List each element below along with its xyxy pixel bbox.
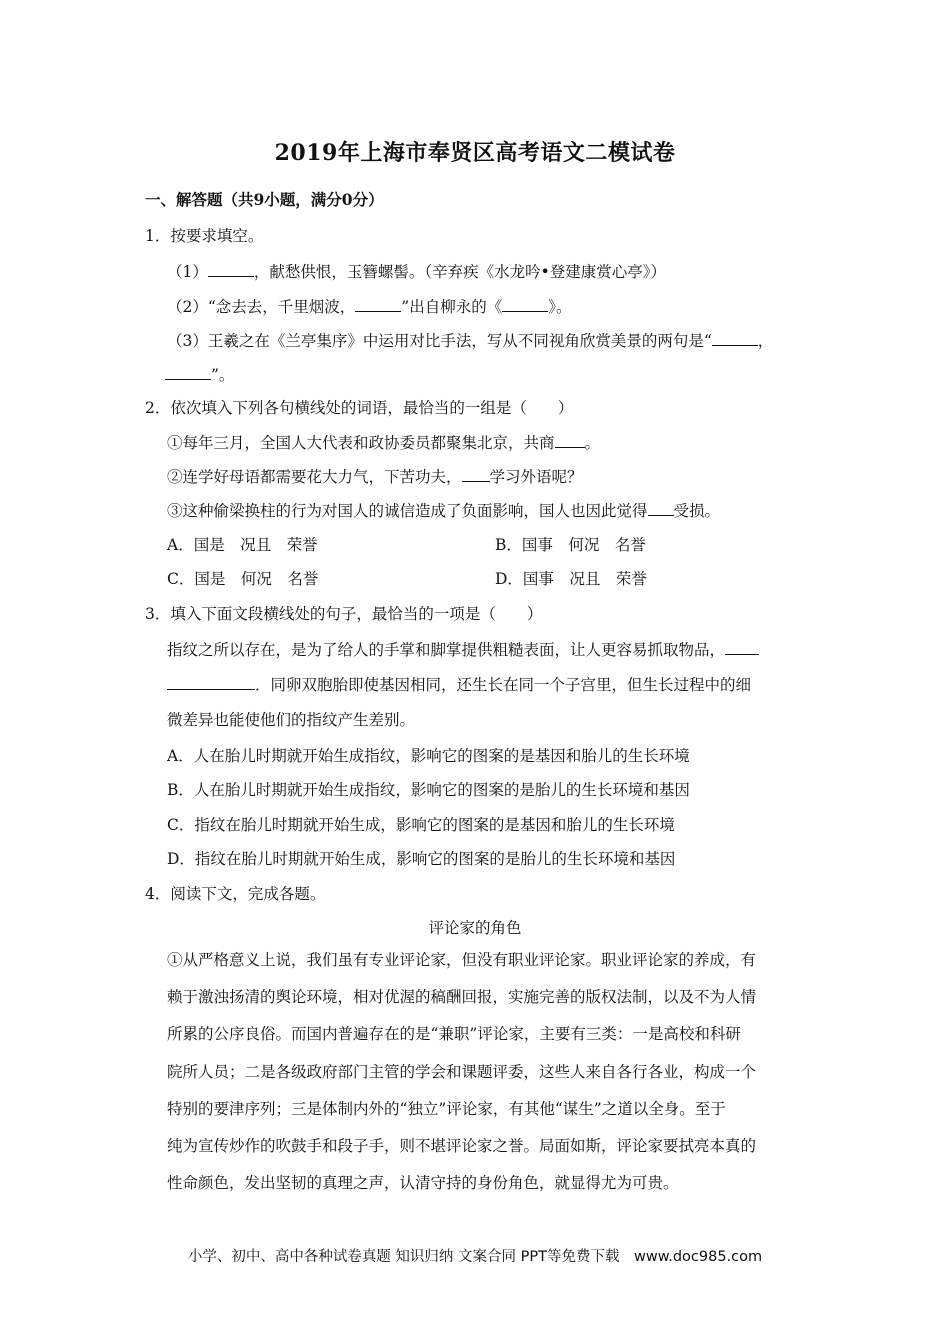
article-line: 赖于激浊扬清的舆论环境，相对优渥的稿酬回报，实施完善的版权法制，以及不为人情	[167, 988, 757, 1006]
q1-p1-prefix: （1）	[167, 263, 208, 281]
q1-p3-text: （3）王羲之在《兰亭集序》中运用对比手法，写从不同视角欣赏美景的两句是“	[167, 332, 712, 350]
q2-s1-text: ①每年三月，全国人大代表和政协委员都聚集北京，共商	[167, 434, 555, 452]
answer-blank	[725, 639, 759, 655]
q2-s2-end: 学习外语呢？	[489, 468, 583, 486]
question-3-passage-line-3: 微差异也能使他们的指纹产生差别。	[167, 711, 416, 729]
question-2-sentence-3	[167, 500, 720, 521]
answer-blank	[355, 296, 401, 312]
question-3-option-c[interactable]: C．指纹在胎儿时期就开始生成，影响它的图案的是基因和胎儿的生长环境	[167, 816, 675, 834]
article-line: ①从严格意义上说，我们虽有专业评论家，但没有职业评论家。职业评论家的养成，有	[167, 951, 757, 969]
q2-s3-end: 受损。	[673, 502, 721, 520]
answer-blank	[208, 261, 254, 277]
q2-s1-end: 。	[584, 434, 601, 452]
answer-blank	[648, 500, 674, 516]
question-1-part-3-cont	[165, 364, 234, 385]
article-title: 评论家的角色	[428, 919, 522, 937]
q1-p1-text: ，献愁供恨，玉簪螺髻。（辛弃疾《水龙吟•登建康赏心亭》）	[253, 263, 667, 281]
question-3-option-d[interactable]: D．指纹在胎儿时期就开始生成，影响它的图案的是胎儿的生长环境和基因	[167, 850, 676, 868]
question-3-stem: 3．填入下面文段横线处的句子，最恰当的一项是（ ）	[145, 605, 543, 623]
section-heading: 一、解答题（共9小题，满分0分）	[145, 190, 384, 209]
answer-blank	[555, 432, 585, 448]
question-3-passage-line-1	[167, 639, 759, 660]
q3-p2-text: ．同卵双胞胎即使基因相同，还生长在同一个子宫里，但生长过程中的细	[255, 676, 752, 694]
question-3-option-b[interactable]: B．人在胎儿时期就开始生成指纹，影响它的图案的是胎儿的生长环境和基因	[167, 781, 690, 799]
question-1-part-3	[167, 330, 773, 351]
q1-p2-mid: ”出自柳永的《	[401, 298, 503, 316]
article-line: 所累的公序良俗。而国内普遍存在的是“兼职”评论家，主要有三类：一是高校和科研	[167, 1025, 741, 1043]
answer-blank	[502, 296, 548, 312]
q2-s3-text: ③这种偷梁换柱的行为对国人的诚信造成了负面影响，国人也因此觉得	[167, 502, 648, 520]
q1-p3-end: ”。	[211, 366, 235, 384]
answer-blank	[165, 364, 211, 380]
question-2-option-a[interactable]: A．国是 况且 荣誉	[167, 536, 318, 554]
question-4-stem: 4．阅读下文，完成各题。	[145, 885, 326, 903]
page-title: 2019年上海市奉贤区高考语文二模试卷	[274, 140, 676, 166]
question-1-part-1	[167, 261, 666, 282]
article-line: 纯为宣传炒作的吹鼓手和段子手，则不堪评论家之誉。局面如斯，评论家要拭亮本真的	[167, 1137, 757, 1155]
q2-s2-text: ②连学好母语都需要花大力气，下苦功夫，	[167, 468, 462, 486]
question-2-sentence-2	[167, 466, 583, 487]
article-line: 性命颜色，发出坚韧的真理之声，认清守持的身份角色，就显得尤为可贵。	[167, 1174, 679, 1192]
question-2-stem: 2．依次填入下列各句横线处的词语，最恰当的一组是（ ）	[145, 399, 574, 417]
q1-p2-prefix: （2）“念去去，千里烟波，	[167, 298, 356, 316]
question-3-option-a[interactable]: A．人在胎儿时期就开始生成指纹，影响它的图案的是基因和胎儿的生长环境	[167, 747, 690, 765]
question-2-sentence-1	[167, 432, 600, 453]
q1-p3-comma: ，	[757, 332, 774, 350]
article-line: 院所人员；二是各级政府部门主管的学会和课题评委，这些人来自各行各业，构成一个	[167, 1063, 757, 1081]
answer-blank	[462, 466, 490, 482]
question-3-passage-line-2	[167, 674, 751, 695]
question-2-option-d[interactable]: D．国事 况且 荣誉	[495, 570, 647, 588]
article-line: 特别的要津序列；三是体制内外的“独立”评论家，有其他“谋生”之道以全身。至于	[167, 1100, 726, 1118]
page-footer: 小学、初中、高中各种试卷真题 知识归纳 文案合同 PPT等免费下载 www.doc985.com	[187, 1249, 763, 1265]
question-2-option-c[interactable]: C．国是 何况 名誉	[167, 570, 319, 588]
q1-p2-end: 》。	[548, 298, 572, 316]
question-1-stem: 1．按要求填空。	[145, 227, 264, 245]
q3-p1-text: 指纹之所以存在，是为了给人的手掌和脚掌提供粗糙表面，让人更容易抓取物品，	[167, 641, 726, 659]
question-1-part-2	[167, 296, 572, 317]
answer-blank	[712, 330, 758, 346]
answer-blank	[167, 674, 255, 690]
question-2-option-b[interactable]: B．国事 何况 名誉	[495, 536, 646, 554]
